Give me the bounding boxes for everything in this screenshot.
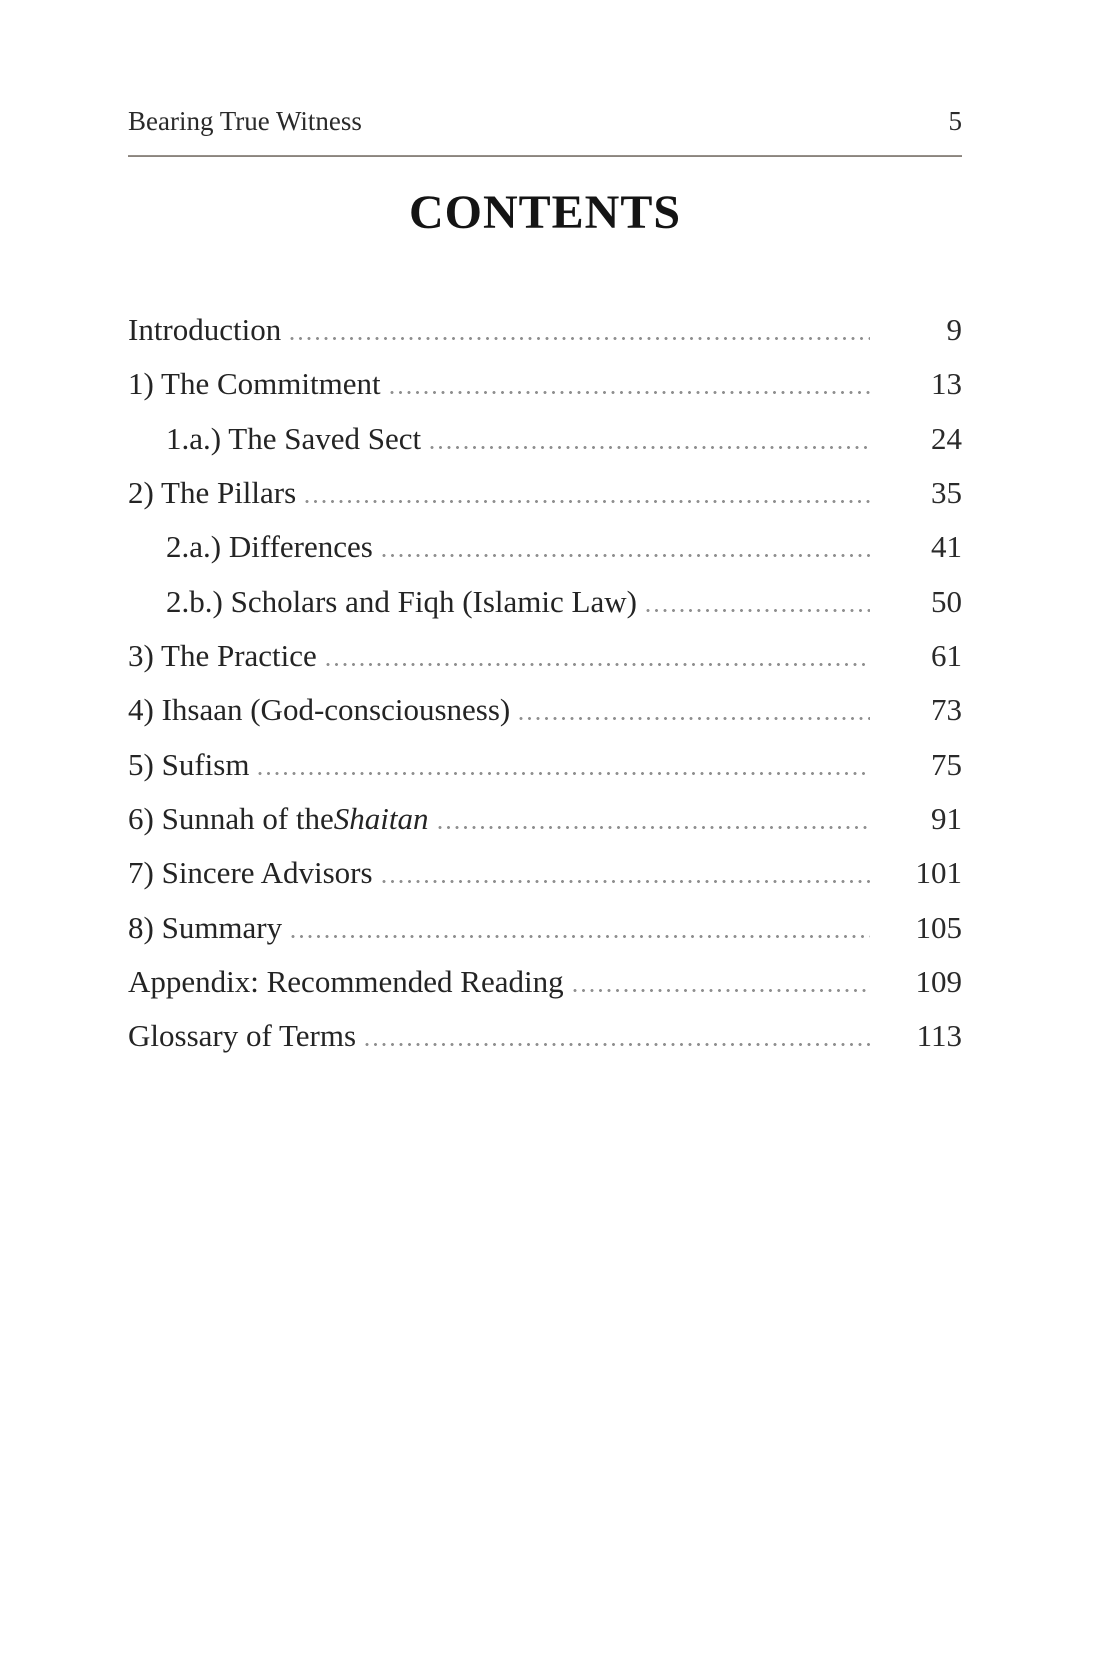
toc-entry [128,901,962,955]
toc-entry-label: 2.b.) Scholars and Fiqh (Islamic Law) [166,583,637,619]
dot-leader [646,609,870,612]
dot-leader [519,717,870,720]
dot-leader [305,500,870,503]
toc-entry-label: 2) The Pillars [128,475,297,511]
toc-page-number: 91 [931,801,962,837]
toc-page-number: 24 [931,420,962,456]
contents-heading: CONTENTS [408,186,682,239]
toc-entry [128,303,962,357]
toc-entry [128,846,962,900]
dot-leader [438,826,870,829]
dot-leader [365,1043,870,1046]
page-number: 5 [948,106,962,136]
toc-entry-label: 1.a.) The Saved Sect [166,420,422,456]
page-content [128,0,962,1064]
toc-entry [128,1009,962,1063]
toc-page-number: 61 [931,638,962,674]
dot-leader [291,935,870,938]
toc-entry-label: Appendix: Recommended Reading [128,964,564,1000]
toc-entry-label: 6) Sunnah of the [128,801,334,837]
toc-entry [128,575,962,629]
toc-page-number: 9 [946,312,962,347]
toc-page-number: 75 [931,746,962,782]
toc-entry-label: 2.a.) Differences [166,529,373,565]
dot-leader [290,337,870,340]
toc-entry [128,357,962,411]
toc-entry [128,738,962,792]
dot-leader [382,554,870,557]
dot-leader [382,880,870,883]
dot-leader [430,446,870,449]
running-header [128,106,962,137]
toc-entry [128,955,962,1009]
book-title: Bearing True Witness [128,106,362,136]
toc-entry [128,520,962,574]
toc-page-number: 109 [915,964,962,1000]
toc-page-number: 35 [931,475,962,511]
toc-entry-label: 5) Sufism [128,746,250,782]
toc-page-number: 101 [915,855,962,891]
toc-entry-label: Introduction [128,312,282,347]
toc-page-number: 73 [931,692,962,728]
toc-entry-label: 1) The Commitment [128,366,381,402]
toc-entry [128,412,962,466]
dot-leader [390,391,870,394]
toc-entry-label: 7) Sincere Advisors [128,855,373,891]
toc-entry [128,629,962,683]
toc-list [128,303,962,1064]
toc-page-number: 50 [931,583,962,619]
toc-entry-label: Glossary of Terms [128,1018,357,1054]
toc-entry-label: 8) Summary [128,909,283,945]
toc-entry [128,683,962,737]
toc-entry [128,792,962,846]
dot-leader [326,663,870,666]
toc-entry-label: 4) Ihsaan (God-consciousness) [128,692,511,728]
toc-page-number: 13 [931,366,962,402]
dot-leader [258,772,870,775]
toc-entry-italic: Shaitan [333,801,429,837]
toc-page-number: 105 [915,909,962,945]
toc-page-number: 113 [916,1018,962,1054]
header-rule [128,155,962,157]
dot-leader [573,989,870,992]
toc-entry [128,466,962,520]
toc-page-number: 41 [931,529,962,565]
toc-entry-label: 3) The Practice [128,638,317,674]
